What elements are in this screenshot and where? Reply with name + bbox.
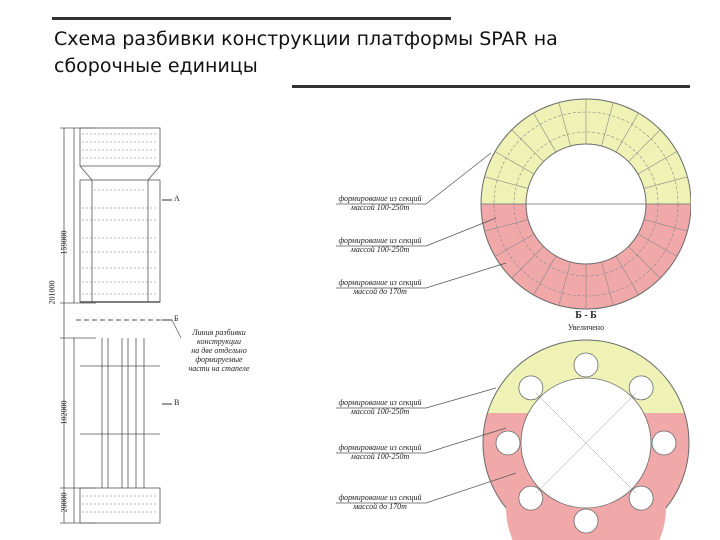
bottom-callout-label-line: формирование из секций: [338, 398, 422, 407]
split-line-note: [178, 328, 260, 373]
top-callout-label: [332, 236, 428, 254]
top-callout-label-line: массой до 170т: [353, 287, 407, 296]
slide-title: [54, 26, 614, 80]
top-callout-label-line: формирование из секций: [338, 194, 422, 203]
hull-taper-right: [148, 166, 160, 302]
bottom-callout-label: [332, 443, 428, 461]
title-line-2: сборочные единицы: [54, 55, 258, 77]
title-rule-bottom: [292, 85, 690, 88]
split-note-line: конструкции: [197, 337, 241, 346]
top-callout-label: [332, 278, 428, 296]
dim-102000: 102000: [59, 400, 69, 425]
section-b-ring: [483, 340, 689, 540]
hull-hatching: [82, 134, 158, 512]
bottom-callout-label-line: массой 100-250т: [350, 407, 410, 416]
bottom-callout-label: [332, 493, 428, 511]
top-callout-label-line: массой 100-250т: [350, 203, 410, 212]
split-note-line: формируемые: [195, 355, 243, 364]
title-rule-top: [52, 17, 451, 20]
bottom-callout-label-line: массой до 170т: [353, 502, 407, 511]
split-note-line: Линия разбивки: [192, 328, 246, 337]
bottom-callout-label-line: массой 100-250т: [350, 452, 410, 461]
title-line-1: Схема разбивки конструкции платформы SPAR на: [54, 28, 558, 50]
column-port-circle: [496, 431, 520, 455]
split-note-line: на две отдельно: [191, 346, 247, 355]
hull-taper-left: [80, 166, 92, 302]
bottom-callout-label: [332, 398, 428, 416]
column-port-circle: [652, 431, 676, 455]
column-port-circle: [574, 353, 598, 377]
keel-tank: [80, 488, 160, 523]
hull-top: [80, 128, 160, 166]
top-callout-label: [332, 194, 428, 212]
top-callout-label-line: формирование из секций: [338, 236, 422, 245]
section-title: Б - Б: [575, 310, 597, 321]
dim-201000: 201000: [47, 280, 57, 305]
split-note-line: части на стапеле: [188, 364, 250, 373]
column-port-circle: [574, 509, 598, 533]
bottom-callout-label-line: формирование из секций: [338, 493, 422, 502]
mark-b: Б: [174, 314, 179, 323]
bottom-callout-label-line: формирование из секций: [338, 443, 422, 452]
mark-a: А: [174, 194, 180, 203]
section-a-ring: [481, 99, 691, 309]
engineering-drawing: [36, 98, 691, 540]
dim-159000: 159000: [59, 230, 69, 255]
tower-elevation: [60, 128, 172, 523]
mark-c: В: [174, 398, 180, 407]
dim-20000: 20000: [59, 492, 69, 513]
top-callout-label-line: массой 100-250т: [350, 245, 410, 254]
section-subtitle: Увеличено: [567, 323, 605, 332]
top-callout-label-line: формирование из секций: [338, 278, 422, 287]
